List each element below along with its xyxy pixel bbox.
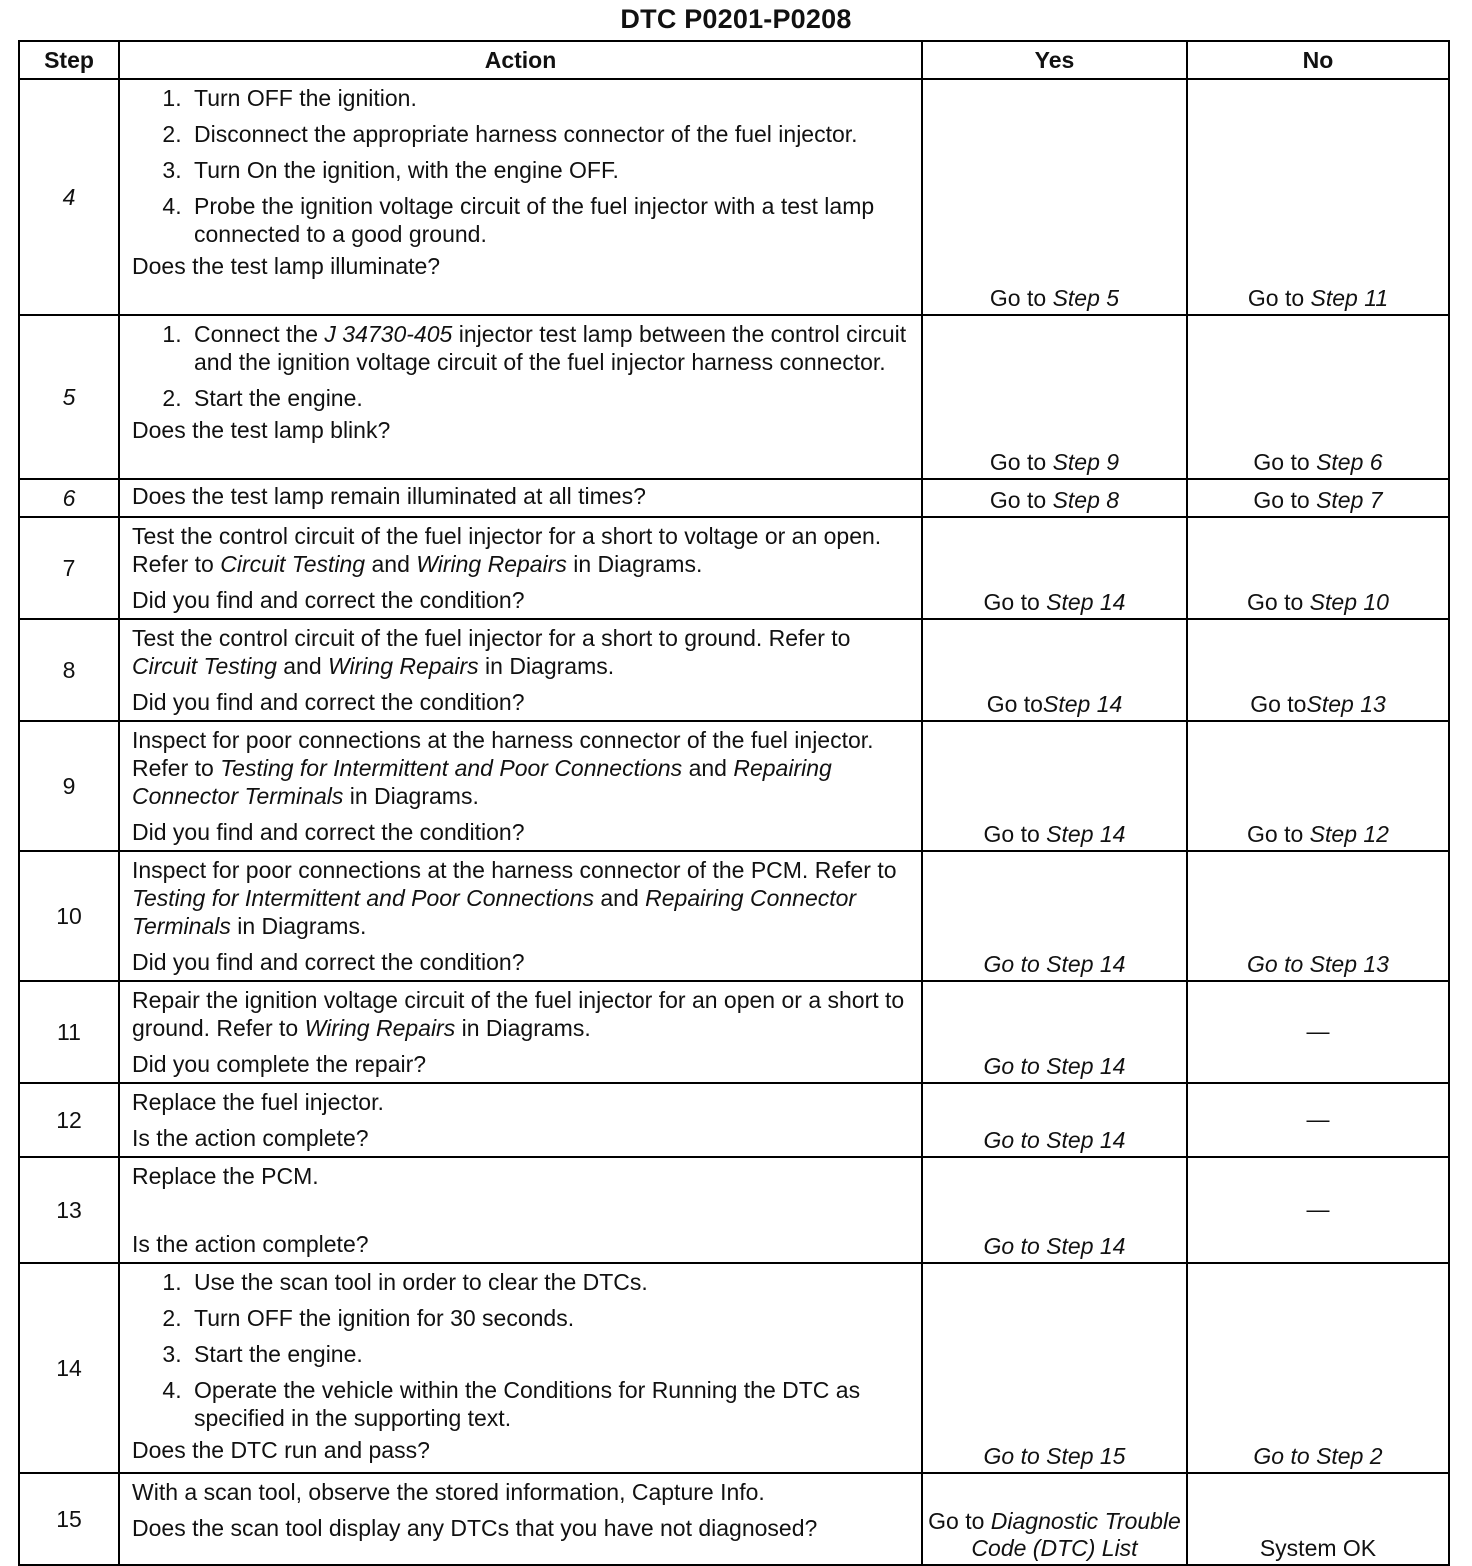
no-prefix: Go to <box>1247 821 1310 847</box>
yes-cell: Go to Step 14 <box>922 1157 1187 1263</box>
step-number: 14 <box>19 1263 119 1473</box>
no-prefix: Go to <box>1253 487 1317 513</box>
no-cell: Go to Step 2 <box>1187 1263 1449 1473</box>
yes-cell <box>922 721 1187 851</box>
list-item: 3. Turn On the ignition, with the engine OFF. <box>188 156 909 184</box>
doc-ref: Wiring Repairs <box>416 551 567 577</box>
header-no: No <box>1187 41 1449 79</box>
no-step-ref: Step 11 <box>1310 285 1389 311</box>
table-row <box>19 981 1449 1083</box>
yes-prefix: Go to <box>928 1508 991 1534</box>
step-number: 13 <box>19 1157 119 1263</box>
yes-cell <box>922 1473 1187 1565</box>
step-number: 7 <box>19 517 119 619</box>
doc-ref: Repairing Connector Terminals <box>132 755 832 809</box>
no-cell: Go to Step 13 <box>1187 851 1449 981</box>
no-step-ref: Step 12 <box>1309 821 1389 847</box>
action-text: Test the control circuit of the fuel injector for a short to ground. Refer to Circuit Testing and Wiring Repairs in Diagrams. <box>132 625 851 679</box>
action-list <box>132 1268 909 1432</box>
yes-prefix: Go to <box>989 285 1053 311</box>
no-prefix: Go to <box>1250 691 1307 717</box>
list-item <box>188 320 909 376</box>
action-text: Replace the fuel injector. <box>132 1089 384 1115</box>
no-cell-dash: — <box>1187 981 1449 1083</box>
question: Does the DTC run and pass? <box>132 1437 430 1463</box>
list-item: 4. Operate the vehicle within the Conditions for Running the DTC as specified in the supporting text. <box>188 1376 909 1432</box>
question: Did you complete the repair? <box>132 1051 427 1077</box>
no-prefix: Go to <box>1247 589 1310 615</box>
step-number: 11 <box>19 981 119 1083</box>
action-cell <box>119 517 922 619</box>
doc-ref: Circuit Testing <box>220 551 366 577</box>
action-cell <box>119 315 922 479</box>
question: Did you find and correct the condition? <box>132 819 525 845</box>
no-cell: System OK <box>1187 1473 1449 1565</box>
tool-ref: J 34730-405 <box>324 321 453 347</box>
question: Does the scan tool display any DTCs that you have not diagnosed? <box>132 1515 818 1541</box>
list-item: 4. Probe the ignition voltage circuit of the fuel injector with a test lamp connected to a good ground. <box>188 192 909 248</box>
question: Did you find and correct the condition? <box>132 587 525 613</box>
document-title: DTC P0201-P0208 <box>620 4 852 34</box>
action-cell <box>119 619 922 721</box>
action-list <box>132 84 909 248</box>
no-cell <box>1187 479 1449 517</box>
question: Does the test lamp remain illuminated at all times? <box>132 483 646 509</box>
no-cell-dash: — <box>1187 1083 1449 1157</box>
list-item: 2. Start the engine. <box>188 384 909 412</box>
table-row <box>19 1157 1449 1263</box>
table-row <box>19 851 1449 981</box>
yes-step-ref: Step 8 <box>1052 487 1120 513</box>
header-action: Action <box>119 41 922 79</box>
yes-prefix: Go to <box>989 487 1053 513</box>
yes-cell <box>922 315 1187 479</box>
yes-cell <box>922 79 1187 315</box>
step-number: 5 <box>19 315 119 479</box>
table-row <box>19 479 1449 517</box>
action-cell <box>119 1263 922 1473</box>
action-cell <box>119 1083 922 1157</box>
yes-prefix: Go to <box>989 449 1053 475</box>
no-cell <box>1187 517 1449 619</box>
no-step-ref: Step 7 <box>1316 487 1383 513</box>
table-row <box>19 1083 1449 1157</box>
yes-cell <box>922 479 1187 517</box>
action-text: With a scan tool, observe the stored information, Capture Info. <box>132 1479 765 1505</box>
step-number: 12 <box>19 1083 119 1157</box>
question: Is the action complete? <box>132 1231 369 1257</box>
step-number: 4 <box>19 79 119 315</box>
yes-cell: Go to Step 14 <box>922 851 1187 981</box>
yes-step-ref: Step 14 <box>1042 691 1123 717</box>
doc-ref: Testing for Intermittent and Poor Connections <box>220 755 683 781</box>
action-cell <box>119 981 922 1083</box>
action-cell <box>119 1157 922 1263</box>
no-cell <box>1187 619 1449 721</box>
doc-ref: Testing for Intermittent and Poor Connections <box>132 885 594 911</box>
yes-cell <box>922 619 1187 721</box>
list-item: 3. Start the engine. <box>188 1340 909 1368</box>
action-cell <box>119 721 922 851</box>
question: Did you find and correct the condition? <box>132 949 525 975</box>
no-cell <box>1187 721 1449 851</box>
doc-ref: Circuit Testing <box>132 653 277 679</box>
action-text: Repair the ignition voltage circuit of the fuel injector for an open or a short to ground. Refer to Wiring Repairs in Diagrams. <box>132 987 905 1041</box>
question: Is the action complete? <box>132 1125 369 1151</box>
step-number: 15 <box>19 1473 119 1565</box>
yes-cell <box>922 517 1187 619</box>
yes-step-ref: Step 9 <box>1052 449 1120 475</box>
header-step: Step <box>19 41 119 79</box>
step-number: 6 <box>19 479 119 517</box>
doc-ref: Repairing Connector Terminals <box>132 885 857 939</box>
diagnostic-table <box>18 40 1450 1566</box>
no-prefix: Go to <box>1253 449 1317 475</box>
spacer <box>132 1198 909 1230</box>
yes-cell: Go to Step 15 <box>922 1263 1187 1473</box>
no-step-ref: Step 6 <box>1316 449 1383 475</box>
action-text: Test the control circuit of the fuel injector for a short to voltage or an open. Refer to Circuit Testing and Wiring Repairs in Diagrams. <box>132 523 882 577</box>
yes-doc-ref: Diagnostic Trouble Code (DTC) List <box>971 1508 1181 1561</box>
action-text: Replace the PCM. <box>132 1163 319 1189</box>
action-cell <box>119 851 922 981</box>
question: Does the test lamp blink? <box>132 417 391 443</box>
table-row <box>19 79 1449 315</box>
table-row <box>19 315 1449 479</box>
action-cell <box>119 79 922 315</box>
action-cell <box>119 479 922 517</box>
list-item: 2. Disconnect the appropriate harness connector of the fuel injector. <box>188 120 909 148</box>
yes-cell: Go to Step 14 <box>922 981 1187 1083</box>
action-text: Inspect for poor connections at the harness connector of the PCM. Refer to Testing for Intermittent and Poor Connections and Repairing Connector Terminals in Diagrams. <box>132 857 897 939</box>
no-cell <box>1187 79 1449 315</box>
table-row <box>19 1263 1449 1473</box>
yes-prefix: Go to <box>986 691 1043 717</box>
action-list <box>132 320 909 412</box>
step-number: 8 <box>19 619 119 721</box>
table-row <box>19 517 1449 619</box>
yes-step-ref: Step 14 <box>1046 821 1126 847</box>
list-text: Connect the <box>194 321 325 347</box>
question: Does the test lamp illuminate? <box>132 253 441 279</box>
yes-step-ref: Step 5 <box>1052 285 1120 311</box>
yes-prefix: Go to <box>983 821 1047 847</box>
header-row <box>19 41 1449 79</box>
yes-step-ref: Step 14 <box>1046 589 1126 615</box>
no-cell <box>1187 315 1449 479</box>
yes-cell: Go to Step 14 <box>922 1083 1187 1157</box>
doc-ref: Wiring Repairs <box>304 1015 456 1041</box>
no-step-ref: Step 10 <box>1309 589 1389 615</box>
doc-ref: Wiring Repairs <box>328 653 479 679</box>
table-row <box>19 721 1449 851</box>
list-text: injector test lamp between the control circuit and the ignition voltage circuit of the fuel injector harness connector. <box>194 321 907 375</box>
no-prefix: Go to <box>1247 285 1311 311</box>
action-text: Inspect for poor connections at the harness connector of the fuel injector. Refer to Testing for Intermittent and Poor Connections and Repairing Connector Terminals in Diagrams. <box>132 727 874 809</box>
no-cell-dash: — <box>1187 1157 1449 1263</box>
question: Did you find and correct the condition? <box>132 689 525 715</box>
step-number: 10 <box>19 851 119 981</box>
no-step-ref: Step 13 <box>1306 691 1386 717</box>
table-row <box>19 1473 1449 1565</box>
table-row <box>19 619 1449 721</box>
header-yes: Yes <box>922 41 1187 79</box>
yes-prefix: Go to <box>983 589 1047 615</box>
list-item: 1. Turn OFF the ignition. <box>188 84 909 112</box>
action-cell <box>119 1473 922 1565</box>
step-number: 9 <box>19 721 119 851</box>
list-item: 1. Use the scan tool in order to clear the DTCs. <box>188 1268 909 1296</box>
list-item: 2. Turn OFF the ignition for 30 seconds. <box>188 1304 909 1332</box>
